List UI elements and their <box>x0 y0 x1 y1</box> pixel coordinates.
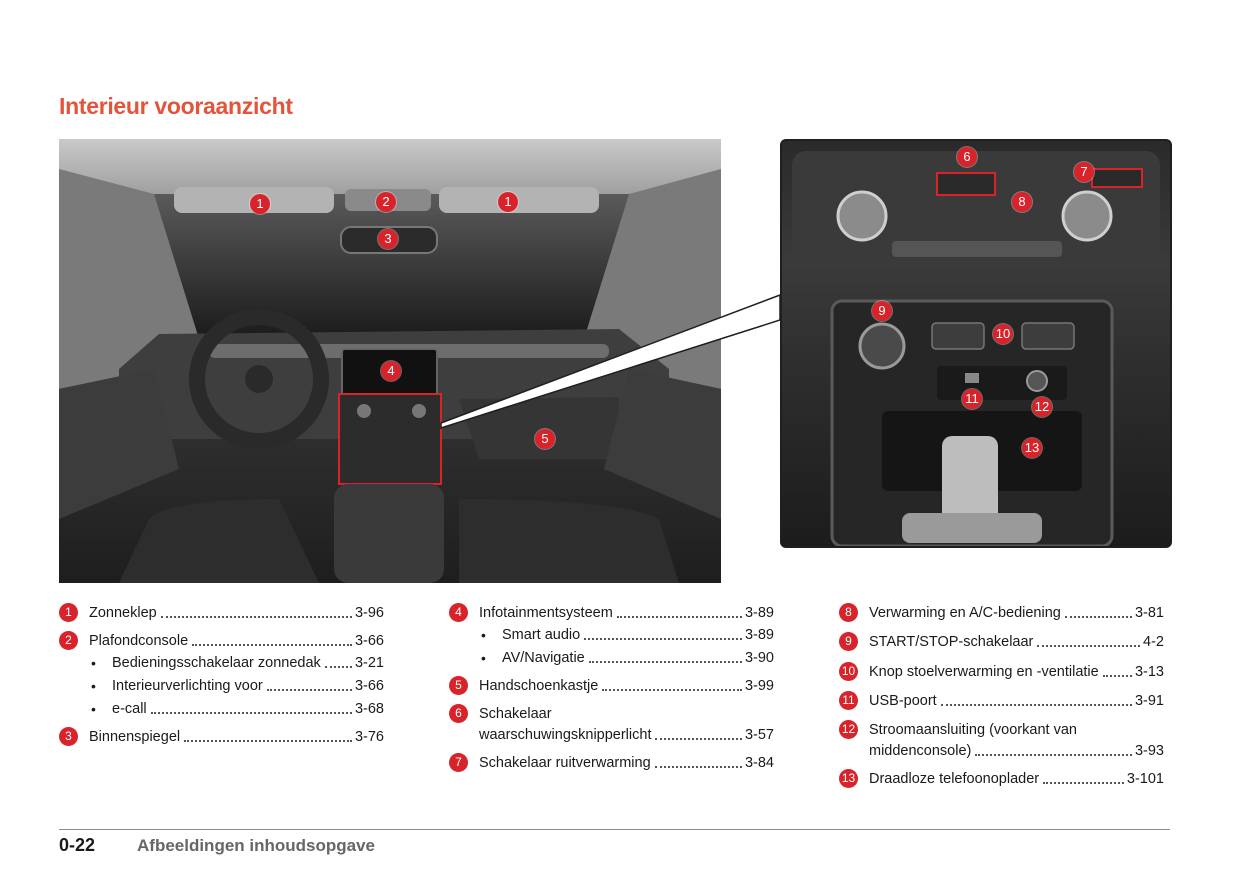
legend-item <box>839 662 1164 691</box>
legend-label: Knop stoelverwarming en -ventilatie <box>869 664 1099 680</box>
marker-7: 7 <box>1074 162 1094 182</box>
legend-item <box>839 632 1164 662</box>
legend-item <box>59 603 384 631</box>
legend-number: 3 <box>59 727 78 746</box>
legend-subitem: • Smart audio 3-89 <box>481 627 774 643</box>
marker-3: 3 <box>378 229 398 249</box>
legend-label: Schakelaar ruitverwarming <box>479 755 651 771</box>
legend-subitem: • Bedieningsschakelaar zonnedak 3-21 <box>91 655 384 671</box>
marker-13: 13 <box>1022 438 1042 458</box>
marker-5: 5 <box>535 429 555 449</box>
legend-page: 3-93 <box>1134 743 1164 759</box>
legend-label: Infotainmentsysteem <box>479 605 613 621</box>
footer-divider <box>59 829 1170 830</box>
legend-page: 4-2 <box>1143 634 1164 650</box>
console-illustration <box>782 141 1170 546</box>
marker-10: 10 <box>993 324 1013 344</box>
legend-item <box>449 603 774 625</box>
section-title: Afbeeldingen inhoudsopgave <box>137 836 376 855</box>
legend-label: middenconsole) <box>869 743 972 759</box>
legend-number: 11 <box>839 691 858 710</box>
marker-12: 12 <box>1032 397 1052 417</box>
legend-number: 4 <box>449 603 468 622</box>
legend-column-1 <box>59 603 384 749</box>
legend-page: 3-101 <box>1126 771 1164 787</box>
marker-2: 2 <box>376 192 396 212</box>
legend-column-2 <box>449 603 774 775</box>
page-title: Interieur vooraanzicht <box>59 93 293 119</box>
marker-8: 8 <box>1012 192 1032 212</box>
legend-page: 3-13 <box>1134 664 1164 680</box>
page-number: 0-22 <box>59 835 96 855</box>
legend-item <box>59 631 384 653</box>
legend-item <box>449 676 774 704</box>
legend-number: 2 <box>59 631 78 650</box>
legend-label: Binnenspiegel <box>89 729 181 745</box>
legend-page: 3-96 <box>354 605 384 621</box>
marker-11: 11 <box>962 389 982 409</box>
legend-label: START/STOP-schakelaar <box>869 634 1034 650</box>
legend-label-line1: Stroomaansluiting (voorkant van <box>869 722 1077 738</box>
marker-1-left: 1 <box>250 194 270 214</box>
legend-label: waarschuwingsknipperlicht <box>479 727 652 743</box>
marker-4: 4 <box>381 361 401 381</box>
legend-page: 3-76 <box>354 729 384 745</box>
legend-label-line1: Schakelaar <box>479 706 552 722</box>
legend-label: Verwarming en A/C-bediening <box>869 605 1061 621</box>
marker-9: 9 <box>872 301 892 321</box>
legend-page: 3-89 <box>744 605 774 621</box>
legend-page: 3-57 <box>744 727 774 743</box>
legend-label: Zonneklep <box>89 605 157 621</box>
legend-page: 3-66 <box>354 633 384 649</box>
legend-page: 3-84 <box>744 755 774 771</box>
legend-page: 3-91 <box>1134 693 1164 709</box>
legend-subitem: • Interieurverlichting voor 3-66 <box>91 678 384 694</box>
legend-item <box>449 704 774 753</box>
legend-label: Plafondconsole <box>89 633 189 649</box>
legend-label: Draadloze telefoonoplader <box>869 771 1040 787</box>
legend-number: 7 <box>449 753 468 772</box>
interior-front-photo <box>59 139 721 583</box>
legend-page: 3-99 <box>744 678 774 694</box>
legend-item <box>449 753 774 775</box>
legend-label: Handschoenkastje <box>479 678 599 694</box>
legend-number: 12 <box>839 720 858 739</box>
legend-column-3 <box>839 603 1164 791</box>
legend-page: 3-81 <box>1134 605 1164 621</box>
legend-number: 1 <box>59 603 78 622</box>
legend-subitem: • e-call 3-68 <box>91 701 384 717</box>
legend-item <box>59 727 384 749</box>
legend-number: 13 <box>839 769 858 788</box>
legend-number: 6 <box>449 704 468 723</box>
legend-item <box>839 769 1164 791</box>
legend-number: 10 <box>839 662 858 681</box>
marker-6: 6 <box>957 147 977 167</box>
legend-number: 5 <box>449 676 468 695</box>
legend-number: 9 <box>839 632 858 651</box>
legend-item <box>839 720 1164 769</box>
legend-subitem: • AV/Navigatie 3-90 <box>481 650 774 666</box>
legend-item <box>839 603 1164 632</box>
legend-item <box>839 691 1164 720</box>
legend-number: 8 <box>839 603 858 622</box>
legend-label: USB-poort <box>869 693 937 709</box>
center-console-zoom-photo <box>780 139 1172 548</box>
marker-1-right: 1 <box>498 192 518 212</box>
